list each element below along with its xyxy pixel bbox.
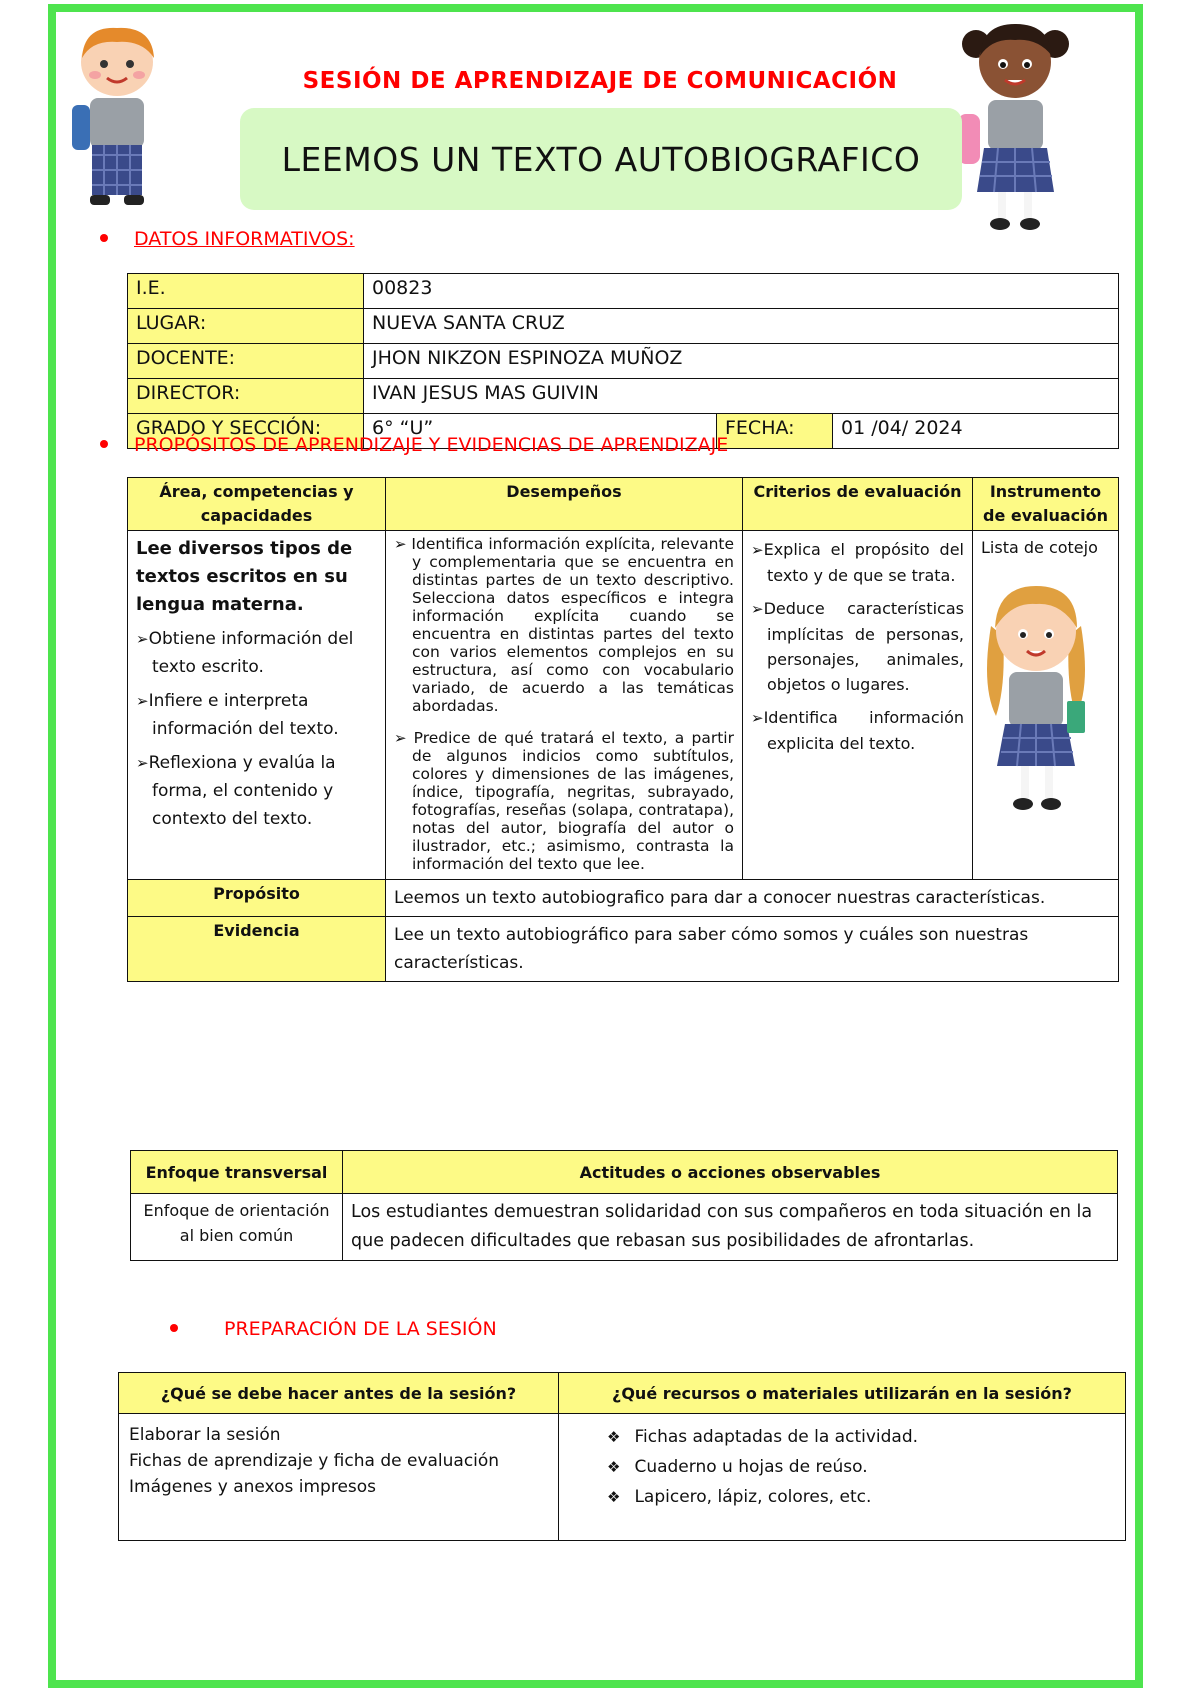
bullet-icon — [100, 234, 108, 242]
desempeno-item: ➢ Identifica información explícita, relevante y complementaria que se encuentra en distintas partes de un texto descriptivo. Selecciona datos específicos e integra información explícita cuando se encuentra en distintas partes del texto con varios elementos complejos en su estructura, así como con vocabulario variado, de acuerdo a las temáticas abordadas. — [394, 535, 735, 715]
table-header-row — [131, 1151, 1118, 1194]
header-actitudes: Actitudes o acciones observables — [343, 1151, 1118, 1194]
list-item: Fichas de aprendizaje y ficha de evaluación — [129, 1451, 500, 1471]
table-row — [128, 379, 1119, 414]
bullet-icon — [100, 440, 108, 448]
enfoque-name: Enfoque de orientación al bien común — [131, 1194, 343, 1261]
enfoque-text: Los estudiantes demuestran solidaridad con sus compañeros en toda situación en la que padecen dificultades que rebasan sus posibilidades de afrontarlas. — [343, 1194, 1118, 1261]
desempenos-cell — [386, 531, 743, 880]
fecha-label: FECHA: — [717, 414, 833, 449]
preparacion-table — [118, 1372, 1126, 1541]
table-row — [128, 917, 1119, 982]
header-antes: ¿Qué se debe hacer antes de la sesión? — [119, 1373, 559, 1414]
fecha-value: 01 /04/ 2024 — [833, 414, 1119, 449]
row-value: 00823 — [364, 274, 1119, 309]
criterio-item: ➢Deduce características implícitas de personas, personajes, animales, objetos o lugares. — [751, 599, 964, 694]
list-item: ❖ Fichas adaptadas de la actividad. — [607, 1427, 919, 1447]
enfoque-table — [130, 1150, 1118, 1261]
datos-table — [127, 273, 1119, 449]
proposito-label: Propósito — [128, 880, 386, 917]
header-recursos: ¿Qué recursos o materiales utilizarán en la sesión? — [559, 1373, 1126, 1414]
row-value: IVAN JESUS MAS GUIVIN — [364, 379, 1119, 414]
table-row — [119, 1414, 1126, 1541]
preparacion-heading: PREPARACIÓN DE LA SESIÓN — [170, 1318, 497, 1340]
bullet-icon — [170, 1324, 178, 1332]
propositos-table — [127, 477, 1119, 982]
header-criterios: Criterios de evaluación — [743, 478, 973, 531]
competencia: Lee diversos tipos de textos escritos en su lengua materna. — [136, 538, 353, 615]
girl-student-illustration — [958, 14, 1073, 239]
diamond-bullet-icon: ❖ — [607, 1428, 621, 1446]
antes-cell — [119, 1414, 559, 1541]
capacidad-item: ➢Infiere e interpreta información del texto. — [136, 691, 339, 739]
instrumento-text: Lista de cotejo — [981, 538, 1098, 557]
header-desempenos: Desempeños — [386, 478, 743, 531]
row-value: JHON NIKZON ESPINOZA MUÑOZ — [364, 344, 1119, 379]
header-enfoque: Enfoque transversal — [131, 1151, 343, 1194]
header-area: Área, competencias y capacidades — [128, 478, 386, 531]
row-value: NUEVA SANTA CRUZ — [364, 309, 1119, 344]
competencia-cell — [128, 531, 386, 880]
grado-value: 6° “U” — [364, 414, 717, 449]
instrumento-cell — [973, 531, 1119, 880]
table-row — [128, 309, 1119, 344]
table-header-row — [128, 478, 1119, 531]
evidencia-text: Lee un texto autobiográfico para saber cómo somos y cuáles son nuestras características. — [386, 917, 1119, 982]
capacidad-item: ➢Obtiene información del texto escrito. — [136, 629, 354, 677]
girl-with-book-illustration — [981, 576, 1091, 816]
session-title-box — [240, 108, 962, 210]
propositos-heading: PROPÓSITOS DE APRENDIZAJE Y EVIDENCIAS DE APRENDIZAJE — [100, 434, 728, 456]
desempeno-item: ➢ Predice de qué tratará el texto, a partir de algunos indicios como subtítulos, colores y dimensiones de las imágenes, índice, tipografía, negritas, subrayado, fotografías, reseñas (solapa, contratapa), notas del autor, biografía del autor o ilustrador, etc.; asimismo, contrasta la información del texto que lee. — [394, 729, 734, 873]
list-item: Elaborar la sesión — [129, 1425, 281, 1445]
page-title: SESIÓN DE APRENDIZAJE DE COMUNICACIÓN — [302, 68, 898, 94]
proposito-text: Leemos un texto autobiografico para dar a conocer nuestras características. — [386, 880, 1119, 917]
table-row — [131, 1194, 1118, 1261]
session-title: LEEMOS UN TEXTO AUTOBIOGRAFICO — [281, 139, 921, 179]
table-row — [128, 274, 1119, 309]
table-row — [128, 344, 1119, 379]
criterios-cell — [743, 531, 973, 880]
list-item: ❖ Lapicero, lápiz, colores, etc. — [607, 1487, 872, 1507]
row-label: DOCENTE: — [128, 344, 364, 379]
boy-student-illustration — [62, 20, 172, 210]
diamond-bullet-icon: ❖ — [607, 1488, 621, 1506]
list-item: Imágenes y anexos impresos — [129, 1477, 377, 1497]
datos-heading: DATOS INFORMATIVOS: — [100, 228, 355, 250]
table-header-row — [119, 1373, 1126, 1414]
table-row — [128, 531, 1119, 880]
row-label: DIRECTOR: — [128, 379, 364, 414]
grado-label: GRADO Y SECCIÓN: — [128, 414, 364, 449]
recursos-cell — [559, 1414, 1126, 1541]
diamond-bullet-icon: ❖ — [607, 1458, 621, 1476]
table-row — [128, 880, 1119, 917]
row-label: I.E. — [128, 274, 364, 309]
capacidad-item: ➢Reflexiona y evalúa la forma, el contenido y contexto del texto. — [136, 753, 336, 829]
list-item: ❖ Cuaderno u hojas de reúso. — [607, 1457, 868, 1477]
criterio-item: ➢Identifica información explicita del texto. — [751, 708, 964, 753]
evidencia-label: Evidencia — [128, 917, 386, 982]
header-instrumento: Instrumento de evaluación — [973, 478, 1119, 531]
row-label: LUGAR: — [128, 309, 364, 344]
criterio-item: ➢Explica el propósito del texto y de que se trata. — [751, 540, 964, 585]
